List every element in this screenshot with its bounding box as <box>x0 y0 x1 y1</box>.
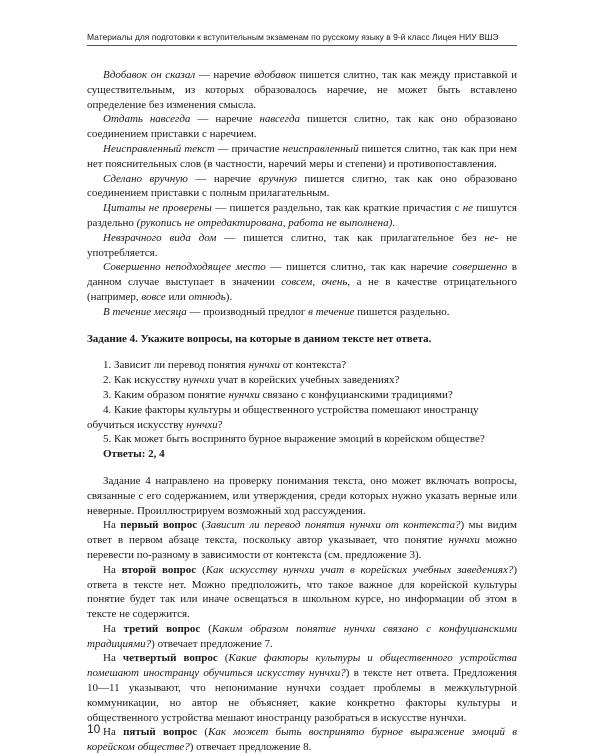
question-item: 3. Каким образом понятие нунчхи связано с конфуцианскими традициями? <box>103 388 453 401</box>
question-item: 1. Зависит ли перевод понятия нунчхи от контекста? <box>103 359 347 372</box>
question-item: 5. Как может быть воспринято бурное выражение эмоций в корейском обществе? <box>103 433 485 446</box>
explanation-3: Неисправленный текст — причастие неисправленный пишется слитно, так как при нем нет пояснительных слов (в частности, наречий меры и степени) и противопоставления. <box>87 142 517 170</box>
explanation-8: В течение месяца — производный предлог в течение пишется раздельно. <box>103 305 450 318</box>
page-body <box>87 68 517 755</box>
explanation-4: Сделано вручную — наречие вручную пишется слитно, так как оно образовано соединением приставки с полным прилагательным. <box>87 172 517 200</box>
answer-paragraph-4: На четвертый вопрос (Какие факторы культуры и общественного устройства помешают иностранцу обучиться искусству нунчхи?) в тексте нет ответа. Предложения 10—11 указывают, что непонимание нунчхи создает проблемы в межкультурной коммуникации, но автор не объясняет, какие конкретно факторы культуры и общественного устройства мешают иностранцу разобраться в искусстве нунчхи. <box>87 652 517 724</box>
question-item: 2. Как искусству нунчхи учат в корейских учебных заведениях? <box>103 374 400 387</box>
question-list <box>87 358 517 447</box>
header-rule <box>87 45 517 46</box>
page-number: 10 <box>87 722 101 736</box>
task-heading: Задание 4. Укажите вопросы, на которые в данном тексте нет ответа. <box>87 332 432 345</box>
question-item: 4. Какие факторы культуры и общественного устройства помешают иностранцу обучиться искусству нунчхи? <box>87 403 479 431</box>
explanation-6: Невзрачного вида дом — пишется слитно, так как прилагательное без не- не употребляется. <box>87 231 517 259</box>
answer-paragraph-3: На третий вопрос (Каким образом понятие нунчхи связано с конфуцианскими традициями?) отвечает предложение 7. <box>87 622 517 650</box>
running-header: Материалы для подготовки к вступительным экзаменам по русскому языку в 9-й класс Лицея НИУ ВШЭ <box>87 32 499 42</box>
answer-paragraph-1: На первый вопрос (Зависит ли перевод понятия нунчхи от контекста?) мы видим ответ в первом абзаце текста, поскольку автор указывает, что понятие нунчхи можно перевести по-разному в зависимости от контекста (см. предложение 3). <box>87 519 517 561</box>
answers-line: Ответы: 2, 4 <box>103 448 165 461</box>
explanation-7: Совершенно неподходящее место — пишется слитно, так как наречие совершенно в данном случае выступает в значении совсем, очень, а не в качестве отрицательного (например, вовсе или отнюдь). <box>87 261 517 303</box>
answer-paragraph-5: На пятый вопрос (Как может быть воспринято бурное выражение эмоций в корейском обществе?) отвечает предложение 8. <box>87 726 517 754</box>
explanation-5: Цитаты не проверены — пишется раздельно, так как краткие причастия с не пишутся раздельно (рукопись не отредактирована, работа не выполнена). <box>87 202 517 229</box>
explanation-1: Вдобавок он сказал — наречие вдобавок пишется слитно, так как между приставкой и существительным, из которых образовалось наречие, не может быть вставлено определение без изменения смысла. <box>87 69 517 111</box>
intro-paragraph: Задание 4 направлено на проверку понимания текста, оно может включать вопросы, связанные с его содержанием, или утверждения, среди которых нужно указать верные или неверные. Проиллюстрируем возможный ход рассуждения. <box>87 474 517 517</box>
answer-paragraph-2: На второй вопрос (Как искусству нунчхи учат в корейских учебных заведениях?) ответа в тексте нет. Можно предположить, что такое важное для корейской культуры понятие будет так или иначе освещаться в школьном курсе, но информации об этом в тексте не содержится. <box>87 563 517 621</box>
explanation-2: Отдать навсегда — наречие навсегда пишется слитно, так как оно образовано соединением приставки с наречием. <box>87 113 517 141</box>
